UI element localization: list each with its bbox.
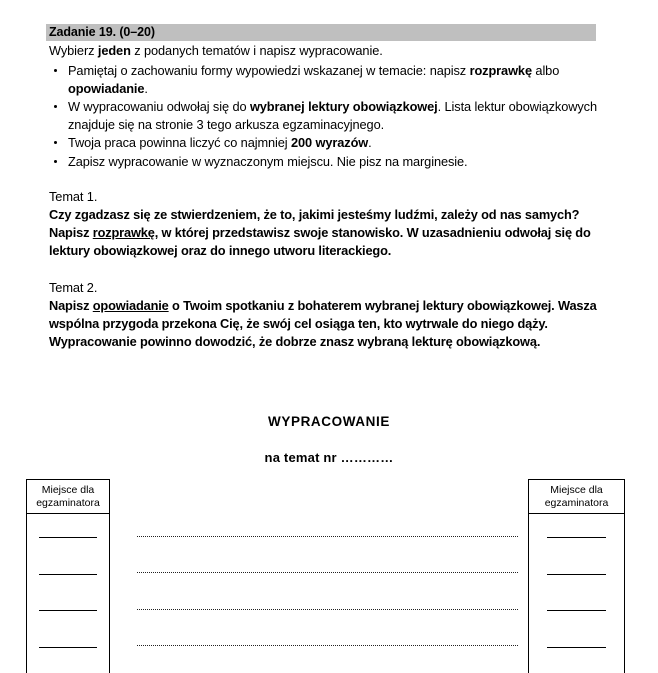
bullet-text-before: Twoja praca powinna liczyć co najmniej (68, 135, 291, 150)
topic-1-line-2a: samych? Napisz (49, 207, 580, 240)
examiner-box-left-score-lines (27, 514, 109, 672)
bullet-text-before: Zapisz wypracowanie w wyznaczonym miejscu. Nie pisz na marginesie. (68, 153, 468, 169)
bullet-text-bold-2: opowiadanie (68, 80, 145, 96)
score-line[interactable] (547, 647, 606, 648)
examiner-header-line-2: egzaminatora (36, 497, 100, 509)
score-line[interactable] (547, 537, 606, 538)
bullet-text-bold: 200 wyrazów (291, 135, 369, 150)
essay-title: WYPRACOWANIE (268, 414, 390, 429)
bullet-text-before: W wypracowaniu odwołaj się do (68, 99, 250, 114)
examiner-header-line-2: egzaminatora (544, 497, 609, 509)
bullet-dot-icon (54, 160, 57, 163)
essay-subtitle: na temat nr ………… (264, 450, 394, 465)
topic-1-underlined-term: rozprawkę (92, 225, 155, 240)
list-item (49, 62, 609, 97)
topic-1-line-1: Czy zgadzasz się ze stwierdzeniem, że to, jakimi jesteśmy ludźmi, zależy od nas (49, 207, 522, 222)
topic-1-label: Temat 1. (49, 189, 98, 204)
examiner-box-right-header (529, 480, 624, 514)
examiner-box-right (528, 479, 625, 673)
topic-2-line-1a: Napisz (49, 298, 93, 313)
topic-2-label: Temat 2. (49, 280, 98, 295)
bullet-text-after: . (368, 135, 372, 150)
topic-2-block (49, 279, 611, 351)
score-line[interactable] (39, 610, 97, 611)
bullet-text-middle: albo (531, 63, 560, 78)
topic-2-text (49, 297, 611, 351)
task-header-band (46, 24, 596, 41)
examiner-header-line-1: Miejsce dla (550, 484, 603, 496)
list-item (49, 153, 609, 171)
bullet-text-after: . Lista lektur obowiązkowych znajduje się na stronie 3 tego arkusza egzaminacyjnego. (68, 99, 597, 132)
score-line[interactable] (39, 574, 97, 575)
task-intro-before: Wybierz (49, 43, 98, 58)
task-intro-text (49, 42, 609, 59)
topic-1-line-2b: , w której przedstawisz swoje stanowisko. W uzasadnieniu (154, 225, 502, 240)
bullet-dot-icon (54, 69, 57, 72)
examiner-box-right-score-lines (529, 514, 624, 672)
score-line[interactable] (547, 574, 606, 575)
topic-2-line-3: dąży. Wypracowanie powinno dowodzić, że dobrze znasz wybraną lekturę (49, 316, 548, 349)
topic-1-block (49, 188, 611, 260)
bullet-text-bold: rozprawkę (469, 63, 532, 78)
examiner-header-line-1: Miejsce dla (41, 484, 95, 496)
writing-line[interactable] (137, 572, 518, 573)
topic-1-line-3: odwołaj się do lektury obowiązkowej oraz do innego utworu literackiego. (49, 225, 591, 258)
topic-2-line-1b: o Twoim spotkaniu z bohaterem wybranej lektury obowiązkowej. (168, 298, 555, 313)
task-intro-bold: jeden (97, 43, 131, 58)
bullet-dot-icon (54, 141, 57, 144)
task-intro-after: z podanych tematów i napisz wypracowanie. (130, 43, 383, 58)
examiner-box-left-header (27, 480, 109, 514)
bullet-text-after: . (144, 80, 148, 96)
writing-line[interactable] (137, 645, 518, 646)
writing-line[interactable] (137, 609, 518, 610)
essay-writing-area[interactable] (137, 479, 518, 673)
examiner-box-left (26, 479, 110, 673)
score-line[interactable] (39, 537, 97, 538)
task-header-label: Zadanie 19. (0–20) (49, 25, 155, 39)
topic-1-text (49, 206, 611, 260)
task-instruction-list (49, 62, 609, 171)
bullet-text-bold: wybranej lektury obowiązkowej (249, 99, 438, 114)
list-item (49, 98, 609, 133)
score-line[interactable] (547, 610, 606, 611)
bullet-dot-icon (54, 105, 57, 108)
topic-2-line-2: Wasza wspólna przygoda przekona Cię, że swój cel osiąga ten, kto wytrwale do niego (49, 298, 597, 331)
writing-line[interactable] (137, 536, 518, 537)
bullet-text-before: Pamiętaj o zachowaniu formy wypowiedzi wskazanej w temacie: napisz (68, 63, 470, 78)
topic-2-line-4: obowiązkową. (456, 334, 541, 349)
topic-2-underlined-term: opowiadanie (92, 298, 169, 313)
score-line[interactable] (39, 647, 97, 648)
list-item (49, 134, 609, 152)
